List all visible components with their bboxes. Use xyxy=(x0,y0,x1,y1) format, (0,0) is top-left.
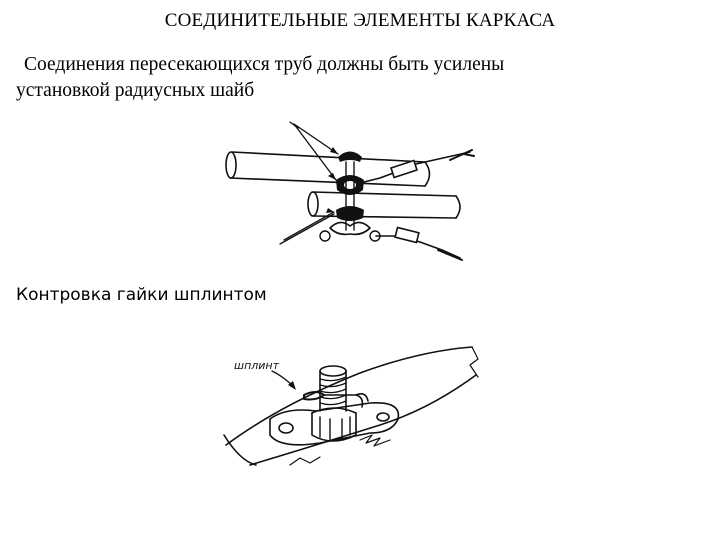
pointer-arrows xyxy=(280,122,338,244)
wing-nut xyxy=(320,222,380,241)
tube-crossing-joint-illustration xyxy=(220,110,480,270)
radius-washer-middle xyxy=(336,175,364,195)
cotter-pin-nut-illustration xyxy=(220,325,490,495)
radius-washer-bottom xyxy=(336,206,364,221)
cotter-pin-caption: Контровка гайки шплинтом xyxy=(16,285,267,305)
radius-washer-top xyxy=(338,152,362,163)
tensioner-wire-upper xyxy=(364,150,474,182)
paragraph-line-1: Соединения пересекающихся труб должны быть усилены xyxy=(24,54,505,75)
castellated-nut xyxy=(312,408,356,441)
tensioner-wire-lower xyxy=(376,227,462,260)
paragraph-line-2: установкой радиусных шайб xyxy=(16,80,255,101)
description-paragraph xyxy=(16,52,656,104)
slide-title: СОЕДИНИТЕЛЬНЫЕ ЭЛЕМЕНТЫ КАРКАСА xyxy=(164,10,556,31)
cotter-pin-label: шплинт xyxy=(234,359,280,372)
